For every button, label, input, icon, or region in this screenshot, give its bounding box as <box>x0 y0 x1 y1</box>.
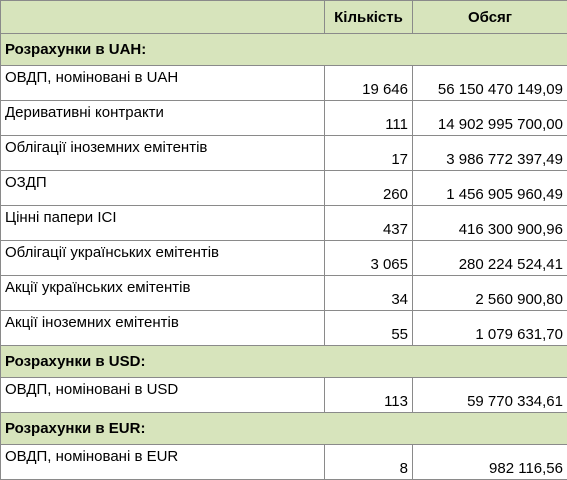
table-row <box>1 136 567 171</box>
volume-cell: 1 079 631,70 <box>413 311 567 346</box>
volume-cell: 14 902 995 700,00 <box>413 101 567 136</box>
volume-cell: 1 456 905 960,49 <box>413 171 567 206</box>
quantity-cell: 113 <box>325 378 413 413</box>
header-row <box>1 1 567 34</box>
quantity-cell: 111 <box>325 101 413 136</box>
table-row <box>1 171 567 206</box>
volume-cell: 280 224 524,41 <box>413 241 567 276</box>
instrument-name: ОЗДП <box>1 171 325 206</box>
volume-cell: 2 560 900,80 <box>413 276 567 311</box>
quantity-cell: 19 646 <box>325 66 413 101</box>
volume-cell: 416 300 900,96 <box>413 206 567 241</box>
instrument-name: Акції іноземних емітентів <box>1 311 325 346</box>
instrument-name: ОВДП, номіновані в EUR <box>1 445 325 480</box>
volume-column-header: Обсяг <box>413 1 567 34</box>
table-row <box>1 66 567 101</box>
section-title: Розрахунки в UAH: <box>1 34 567 66</box>
table-row <box>1 378 567 413</box>
quantity-cell: 34 <box>325 276 413 311</box>
header-blank-cell <box>1 1 325 34</box>
instrument-name: Деривативні контракти <box>1 101 325 136</box>
section-row-usd <box>1 346 567 378</box>
instrument-name: Облігації українських емітентів <box>1 241 325 276</box>
instrument-name: Цінні папери ІСІ <box>1 206 325 241</box>
quantity-cell: 437 <box>325 206 413 241</box>
table-row <box>1 311 567 346</box>
quantity-cell: 8 <box>325 445 413 480</box>
quantity-column-header: Кількість <box>325 1 413 34</box>
section-row-uah <box>1 34 567 66</box>
volume-cell: 59 770 334,61 <box>413 378 567 413</box>
quantity-cell: 17 <box>325 136 413 171</box>
instrument-name: Акції українських емітентів <box>1 276 325 311</box>
instrument-name: ОВДП, номіновані в UAH <box>1 66 325 101</box>
quantity-cell: 3 065 <box>325 241 413 276</box>
table-row <box>1 206 567 241</box>
table-row <box>1 101 567 136</box>
volume-cell: 982 116,56 <box>413 445 567 480</box>
quantity-cell: 55 <box>325 311 413 346</box>
section-title: Розрахунки в USD: <box>1 346 567 378</box>
volume-cell: 56 150 470 149,09 <box>413 66 567 101</box>
section-row-eur <box>1 413 567 445</box>
volume-cell: 3 986 772 397,49 <box>413 136 567 171</box>
table-row <box>1 276 567 311</box>
section-title: Розрахунки в EUR: <box>1 413 567 445</box>
quantity-cell: 260 <box>325 171 413 206</box>
instrument-name: Облігації іноземних емітентів <box>1 136 325 171</box>
instrument-name: ОВДП, номіновані в USD <box>1 378 325 413</box>
table-row <box>1 241 567 276</box>
table-row <box>1 445 567 480</box>
